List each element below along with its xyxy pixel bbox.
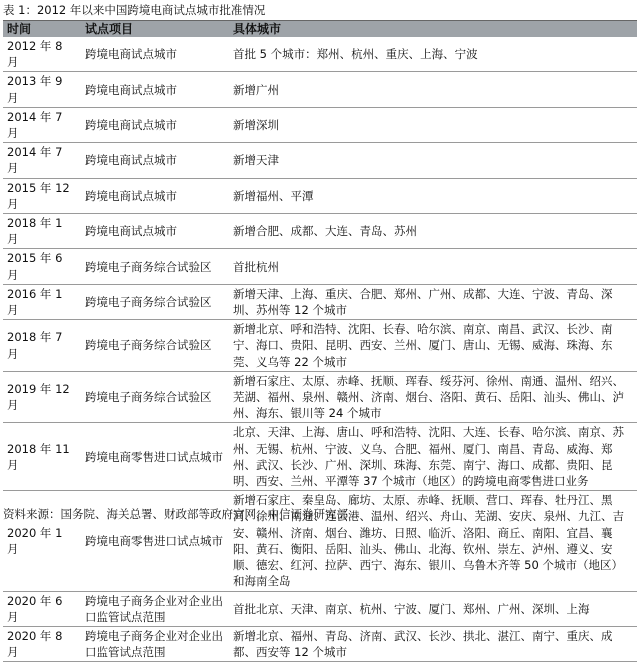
table-row	[3, 37, 637, 72]
cell-time: 2015 年 12 月	[7, 180, 70, 211]
cell-project: 跨境电子商务企业对企业出口监管试点范围	[85, 593, 223, 624]
source-note: 资料来源：国务院、海关总署、财政部等政府官网，中信证券研究部	[3, 507, 348, 521]
cell-time: 2014 年 7 月	[7, 145, 63, 176]
cell-project: 跨境电子商务综合试验区	[85, 338, 212, 353]
cell-cities: 新增北京、福州、青岛、济南、武汉、长沙、拱北、湛江、南宁、重庆、成都、西安等 12 个城市	[233, 628, 613, 660]
cell-cities: 新增合肥、成都、大连、青岛、苏州	[233, 224, 417, 239]
table-row	[3, 72, 637, 107]
cell-time: 2020 年 1 月	[7, 525, 63, 556]
cell-project: 跨境电商试点城市	[85, 117, 177, 132]
table-row	[3, 371, 637, 423]
cell-project: 跨境电子商务综合试验区	[85, 390, 212, 405]
cell-cities: 首批杭州	[233, 259, 279, 274]
cell-cities: 新增天津、上海、重庆、合肥、郑州、广州、成都、大连、宁波、青岛、深圳、苏州等 12 个城市	[233, 286, 613, 318]
cell-project: 跨境电商试点城市	[85, 224, 177, 239]
cell-time: 2012 年 8 月	[7, 39, 63, 70]
cell-time: 2018 年 1 月	[7, 216, 63, 247]
cell-project: 跨境电子商务综合试验区	[85, 259, 212, 274]
cell-project: 跨境电商零售进口试点城市	[85, 449, 223, 464]
table-title: 表 1：2012 年以来中国跨境电商试点城市批准情况	[3, 3, 266, 17]
cell-time: 2015 年 6 月	[7, 251, 63, 282]
table-row	[3, 214, 637, 249]
cell-project: 跨境电商试点城市	[85, 47, 177, 62]
table-row	[3, 249, 637, 284]
cell-project: 跨境电商试点城市	[85, 188, 177, 203]
table-row	[3, 423, 637, 491]
table-row	[3, 320, 637, 372]
cell-time: 2020 年 8 月	[7, 628, 63, 660]
table-row	[3, 107, 637, 142]
table-row	[3, 284, 637, 319]
cell-cities: 新增广州	[233, 82, 279, 97]
cell-cities: 首批北京、天津、南京、杭州、宁波、厦门、郑州、广州、深圳、上海	[233, 601, 590, 616]
table-row	[3, 591, 637, 626]
cell-cities: 新增福州、平潭	[233, 188, 314, 203]
cell-cities: 新增深圳	[233, 117, 279, 132]
table-row	[3, 626, 637, 661]
cell-time: 2016 年 1 月	[7, 286, 63, 318]
cell-time: 2013 年 9 月	[7, 74, 63, 105]
table-row	[3, 178, 637, 213]
cell-cities: 新增石家庄、秦皇岛、廊坊、太原、赤峰、抚顺、营口、珲春、牡丹江、黑河、徐州、南通、连云港、温州、绍兴、舟山、芜湖、安庆、泉州、九江、吉安、赣州、济南、烟台、潍坊、日照、临沂、洛阳、商丘、南阳、宜昌、襄阳、黄石、衡阳、岳阳、汕头、佛山、北海、钦州、崇左、泸州、遵义、安顺、德宏、红河、拉萨、西宁、海东、银川、乌鲁木齐等 50 个城市（地区）和海南全岛	[233, 493, 624, 589]
cell-time: 2019 年 12 月	[7, 381, 70, 413]
cell-cities: 新增天津	[233, 153, 279, 168]
cell-cities: 新增石家庄、太原、赤峰、抚顺、珲春、绥芬河、徐州、南通、温州、绍兴、芜湖、福州、泉州、赣州、济南、烟台、洛阳、黄石、岳阳、汕头、佛山、泸州、海东、银川等 24 个城市	[233, 373, 624, 421]
header-time: 时间	[7, 22, 32, 36]
table-row	[3, 143, 637, 178]
pilot-cities-table	[3, 20, 637, 662]
cell-time: 2018 年 7 月	[7, 330, 63, 361]
table-header-row	[3, 21, 637, 38]
cell-project: 跨境电商试点城市	[85, 153, 177, 168]
cell-project: 跨境电子商务综合试验区	[85, 294, 212, 309]
cell-time: 2014 年 7 月	[7, 109, 63, 141]
cell-cities: 新增北京、呼和浩特、沈阳、长春、哈尔滨、南京、南昌、武汉、长沙、南宁、海口、贵阳、昆明、西安、兰州、厦门、唐山、无锡、威海、珠海、东莞、义乌等 22 个城市	[233, 322, 613, 369]
cell-project: 跨境电子商务企业对企业出口监管试点范围	[85, 628, 223, 660]
header-project: 试点项目	[85, 22, 134, 36]
cell-time: 2018 年 11 月	[7, 441, 70, 472]
header-cities: 具体城市	[233, 22, 282, 36]
cell-time: 2020 年 6 月	[7, 593, 63, 624]
cell-project: 跨境电商零售进口试点城市	[85, 533, 223, 548]
cell-cities: 首批 5 个城市：郑州、杭州、重庆、上海、宁波	[233, 47, 478, 62]
cell-project: 跨境电商试点城市	[85, 82, 177, 97]
cell-cities: 北京、天津、上海、唐山、呼和浩特、沈阳、大连、长春、哈尔滨、南京、苏州、无锡、杭州、宁波、义乌、合肥、福州、厦门、南昌、青岛、威海、郑州、武汉、长沙、广州、深圳、珠海、东莞、南宁、海口、成都、贵阳、昆明、西安、兰州、平潭等 37 个城市（地区）的跨境电商零售进口业务	[233, 425, 624, 489]
